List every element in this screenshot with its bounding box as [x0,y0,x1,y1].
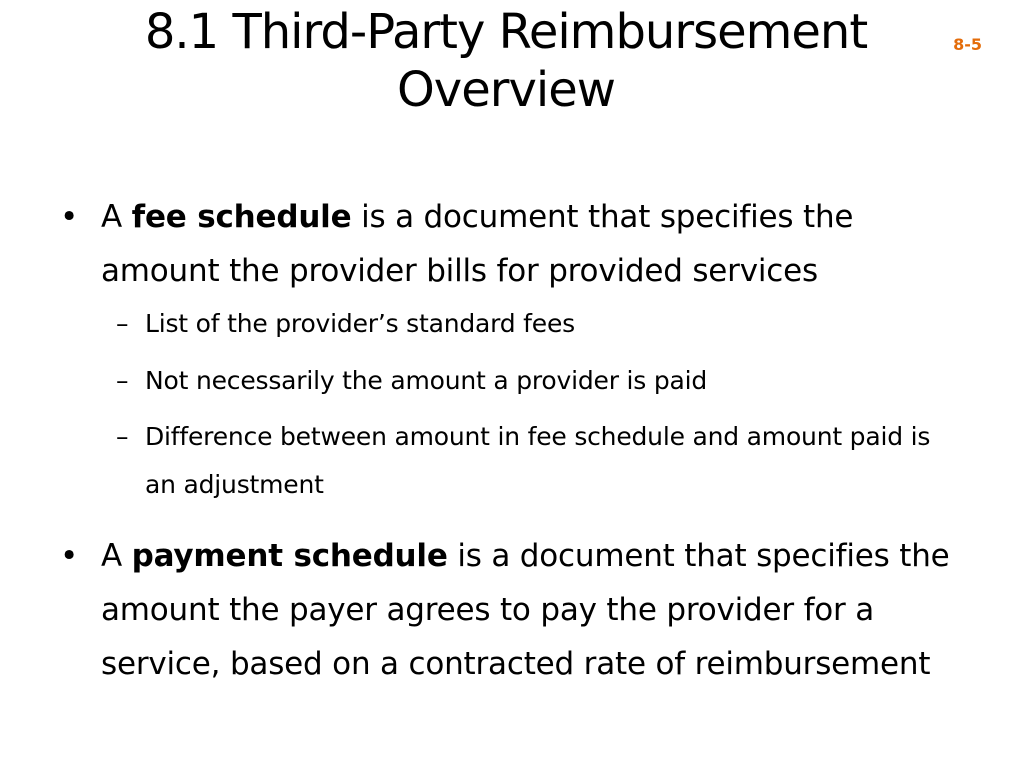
sub-bullet-marker: – [116,366,129,395]
sub-bullet-marker: – [116,422,129,451]
slide-title [70,0,942,119]
bullet-payment-schedule [60,529,960,691]
title-line-2: Overview [397,62,615,118]
sub-bullet-marker: – [116,309,129,338]
bullet-text-pre: A [101,538,132,574]
term-fee-schedule: fee schedule [131,199,352,235]
bullet-text-post: is a document that specifies the amount the payer agrees to pay the provider for a service, based on a contracted rate of reimbursement [101,538,950,682]
sub-bullet [60,413,960,509]
sub-bullet [60,300,960,348]
sub-bullet [60,357,960,405]
bullet-text-pre: A [101,199,132,235]
title-line-1: 8.1 Third-Party Reimbursement [144,4,868,60]
bullet-fee-schedule [60,190,960,298]
sub-bullet-list [60,300,960,509]
sub-bullet-text: List of the provider’s standard fees [145,309,575,338]
sub-bullet-text: Difference between amount in fee schedule and amount paid is an adjustment [145,422,931,499]
term-payment-schedule: payment schedule [131,538,448,574]
slide-number: 8-5 [953,35,982,54]
slide-body [60,190,960,691]
sub-bullet-text: Not necessarily the amount a provider is paid [145,366,708,395]
bullet-text-post: is a document that specifies the amount the provider bills for provided services [101,199,854,289]
